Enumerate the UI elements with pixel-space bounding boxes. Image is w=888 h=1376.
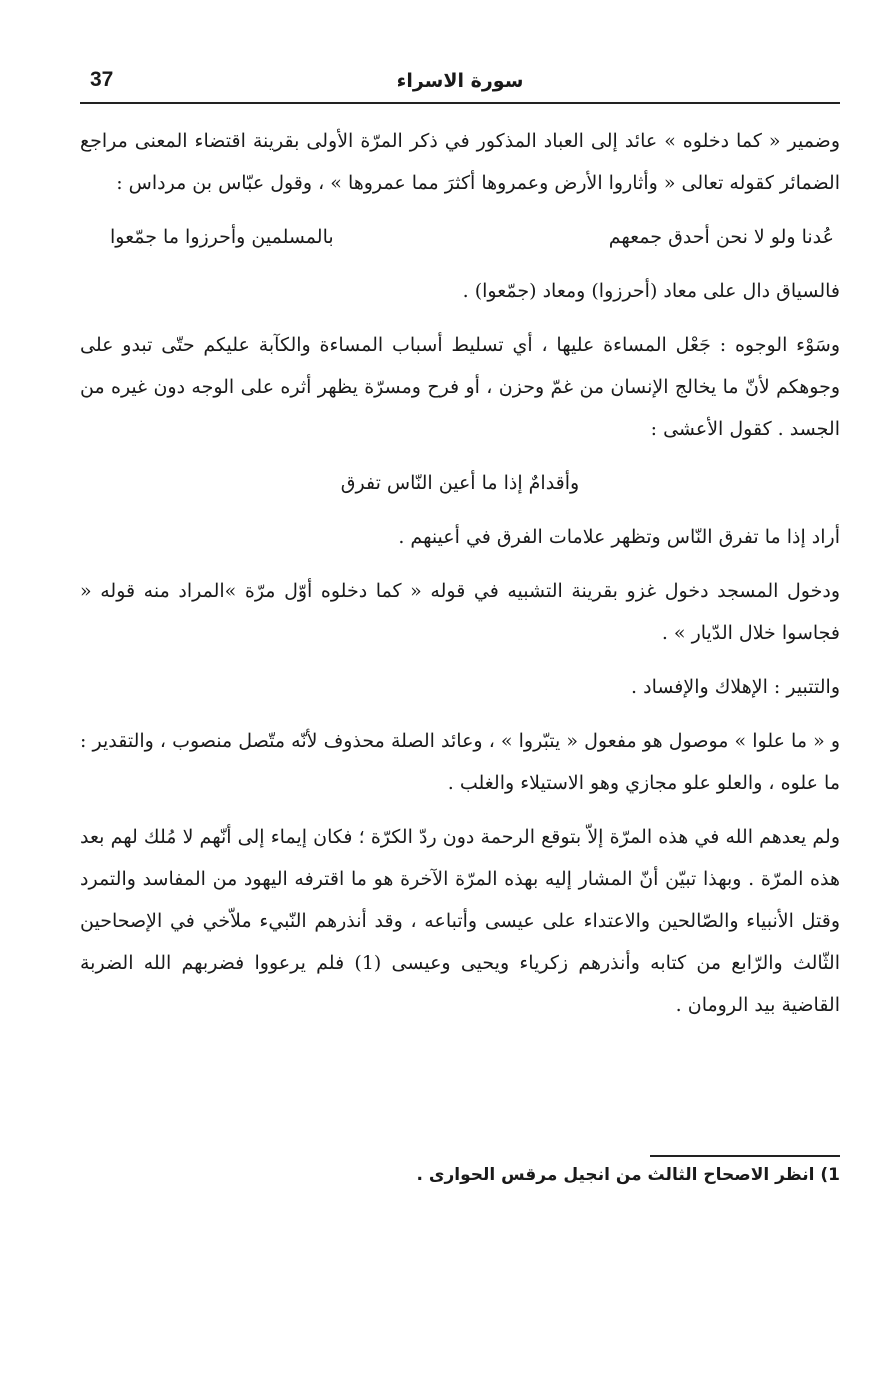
verse-1-second-hemistich: بالمسلمين وأحرزوا ما جمّعوا [110,226,334,248]
poem-verse-2: وأقدامٌ إذا ما أعين النّاس تفرق [340,472,580,494]
footnote-divider [650,1155,840,1157]
paragraph-2: فالسياق دال على معاد (أحرزوا) ومعاد (جمّعوا) . [462,280,840,302]
verse-1-first-hemistich: عُدنا ولو لا نحن أحدق جمعهم [608,226,834,248]
poem-verse-1 [80,216,840,258]
paragraph-1: وضمير « كما دخلوه » عائد إلى العباد المذكور في ذكر المرّة الأولى بقرينة اقتضاء المعنى مراجع الضمائر كقوله تعالى « وأثاروا الأرض وعمروها أكثرَ مما عمروها » ، وقول عبّاس بن مرداس : [80,130,840,194]
page-number: 37 [90,68,114,91]
page-body [80,120,840,1038]
paragraph-4: أراد إذا ما تفرق النّاس وتظهر علامات الفرق في أعينهم . [398,526,840,548]
paragraph-7: و « ما علوا » موصول هو مفعول « يتبّروا » ، وعائد الصلة محذوف لأنّه متّصل منصوب ، والتقدير : ما علوه ، والعلو علو مجازي وهو الاستيلاء والغلب . [80,730,840,794]
paragraph-8: ولم يعدهم الله في هذه المرّة إلاّ بتوقع الرحمة دون ردّ الكرّة ؛ فكان إيماء إلى أنّهم لا مُلك لهم بعد هذه المرّة . وبهذا تبيّن أنّ المشار إليه بهذه المرّة الآخرة هو ما اقترفه اليهود من المفاسد والتمرد وقتل الأنبياء والصّالحين والاعتداء على عيسى وأتباعه ، وقد أنذرهم النّبيء ملاّخي في الإصحاحين الثّالث والرّابع من كتابه وأنذرهم زكرياء ويحيى وعيسى (1) فلم يرعووا فضربهم الله الضربة القاضية بيد الرومان . [80,826,840,1016]
page-header [80,60,840,102]
paragraph-3: وسَوْء الوجوه : جَعْل المساءة عليها ، أي تسليط أسباب المساءة والكآبة عليكم حتّى تبدو على وجوهكم لأنّ ما يخالج الإنسان من غمّ وحزن ، أو فرح ومسرّة يظهر أثره على الوجه دون غيره من الجسد . كقول الأعشى : [80,334,840,440]
book-page [80,60,840,1320]
paragraph-6: والتتبير : الإهلاك والإفساد . [631,676,840,698]
footnote: 1) انظر الاصحاح الثالث من انجيل مرقس الحوارى . [416,1165,840,1185]
header-divider [80,102,840,104]
paragraph-5: ودخول المسجد دخول غزو بقرينة التشبيه في قوله « كما دخلوه أوّل مرّة »المراد منه قوله « فجاسوا خلال الدّيار » . [80,580,840,644]
surah-title: سورة الاسراء [396,70,524,92]
